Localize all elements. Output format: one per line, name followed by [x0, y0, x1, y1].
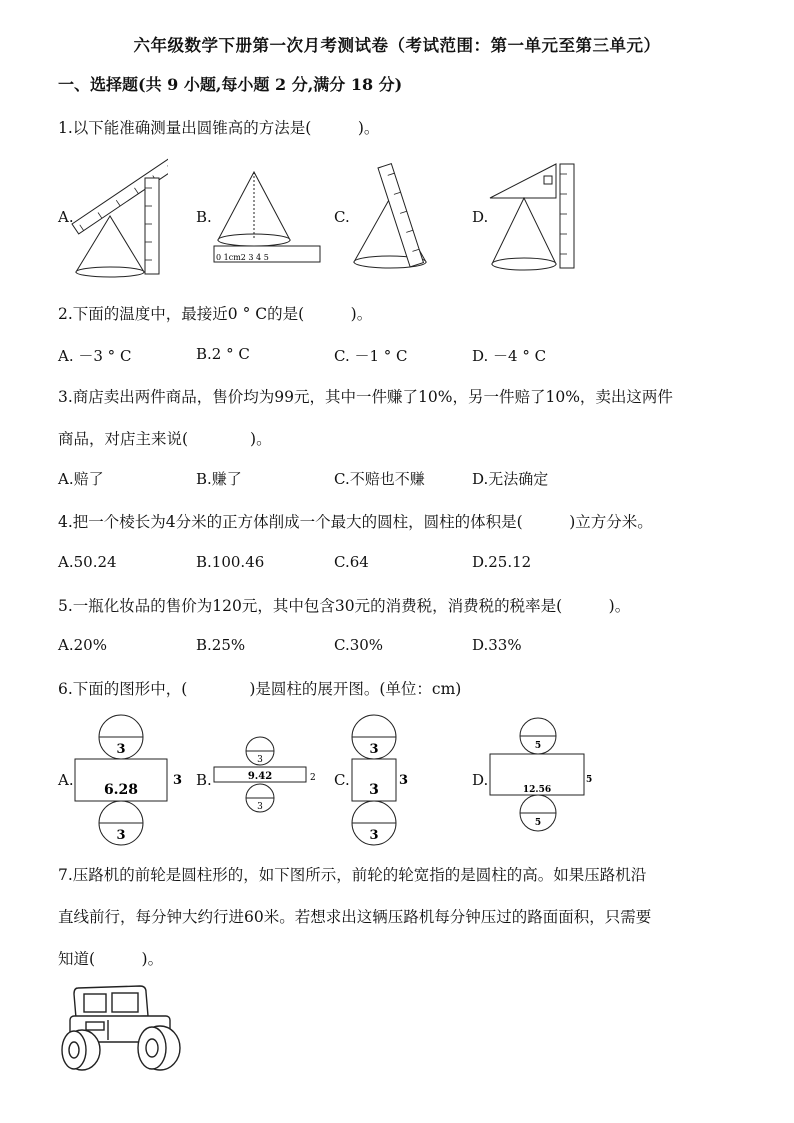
net-c-rect-height: 3 — [399, 773, 408, 788]
question-5-text: 5.一瓶化妆品的售价为120元，其中包含30元的消费税，消费税的税率是( )。 — [58, 597, 631, 615]
net-a-rect-length: 6.28 — [103, 782, 139, 798]
q1-option-b-label: B. — [196, 208, 212, 226]
q2-option-a[interactable]: A. －3 ° C — [58, 347, 132, 365]
question-3-line-2: 商品，对店主来说( )。 — [58, 430, 272, 448]
q3-option-a[interactable]: A.赔了 — [58, 470, 104, 488]
q2-option-b[interactable]: B.2 ° C — [196, 345, 250, 363]
road-roller-illustration — [56, 982, 186, 1074]
net-b-rect-length: 9.42 — [247, 771, 273, 782]
q1-option-d-label: D. — [472, 208, 489, 226]
q5-option-c[interactable]: C.30% — [334, 636, 384, 654]
ruler-label: 0 1cm2 3 4 5 — [216, 253, 269, 262]
q6-option-a-label: A. — [58, 771, 74, 789]
q6-net-a — [70, 714, 184, 846]
q1-option-c-label: C. — [334, 208, 350, 226]
cone — [492, 198, 556, 264]
q6-net-d — [488, 712, 598, 836]
q1-option-a-label: A. — [58, 208, 74, 226]
net-a-top-diameter: 3 — [116, 742, 126, 757]
q2-option-c[interactable]: C. －1 ° C — [334, 347, 408, 365]
q4-option-c[interactable]: C.64 — [334, 553, 369, 571]
q6-option-d-label: D. — [472, 771, 489, 789]
net-b-bottom-diameter: 3 — [257, 802, 263, 812]
page-title: 六年级数学下册第一次月考测试卷（考试范围：第一单元至第三单元） — [133, 36, 661, 55]
q5-option-d[interactable]: D.33% — [472, 636, 522, 654]
q6-option-c-label: C. — [334, 771, 350, 789]
question-6-text: 6.下面的图形中，( )是圆柱的展开图。(单位：cm) — [58, 680, 462, 698]
question-7-line-3: 知道( )。 — [58, 950, 164, 968]
q2-option-d[interactable]: D. －4 ° C — [472, 347, 547, 365]
net-d-bottom-diameter: 5 — [534, 818, 542, 828]
q6-net-b — [208, 736, 320, 820]
question-7-line-1: 7.压路机的前轮是圆柱形的，如下图所示，前轮的轮宽指的是圆柱的高。如果压路机沿 — [58, 866, 647, 884]
net-c-top-diameter: 3 — [369, 742, 379, 757]
q4-option-d[interactable]: D.25.12 — [472, 553, 532, 571]
net-c-bottom-diameter: 3 — [369, 828, 379, 843]
vertical-ruler — [560, 164, 574, 268]
q4-option-a[interactable]: A.50.24 — [58, 553, 117, 571]
q3-option-d[interactable]: D.无法确定 — [472, 470, 549, 488]
net-b-top-diameter: 3 — [257, 755, 263, 765]
q1-figure-d — [486, 160, 582, 272]
q3-option-c[interactable]: C.不赔也不赚 — [334, 470, 425, 488]
net-d-rect-length: 12.56 — [522, 785, 552, 795]
q1-figure-c — [344, 158, 444, 274]
question-1-text: 1.以下能准确测量出圆锥高的方法是( )。 — [58, 119, 380, 137]
net-b-rect-height: 2 — [310, 773, 316, 783]
question-4-text: 4.把一个棱长为4分米的正方体削成一个最大的圆柱，圆柱的体积是( )立方分米。 — [58, 513, 653, 531]
net-a-bottom-diameter: 3 — [116, 828, 126, 843]
q6-option-b-label: B. — [196, 771, 212, 789]
net-d-top-diameter: 5 — [534, 741, 542, 751]
section-heading: 一、选择题(共 9 小题,每小题 2 分,满分 18 分) — [58, 75, 403, 94]
q1-figure-a — [68, 148, 168, 278]
q6-net-c — [346, 714, 408, 846]
q5-option-b[interactable]: B.25% — [196, 636, 246, 654]
net-d-rect-height: 5 — [586, 775, 593, 785]
net-c-rect-length: 3 — [369, 782, 379, 798]
q4-option-b[interactable]: B.100.46 — [196, 553, 265, 571]
q3-option-b[interactable]: B.赚了 — [196, 470, 242, 488]
question-3-line-1: 3.商店卖出两件商品，售价均为99元，其中一件赚了10%，另一件赔了10%，卖出这两件 — [58, 388, 673, 406]
question-7-line-2: 直线前行，每分钟大约行进60米。若想求出这辆压路机每分钟压过的路面面积，只需要 — [58, 908, 652, 926]
question-2-text: 2.下面的温度中，最接近0 ° C的是( )。 — [58, 305, 373, 323]
net-a-rect-height: 3 — [173, 773, 183, 788]
q1-figure-b — [208, 168, 324, 268]
q5-option-a[interactable]: A.20% — [58, 636, 107, 654]
